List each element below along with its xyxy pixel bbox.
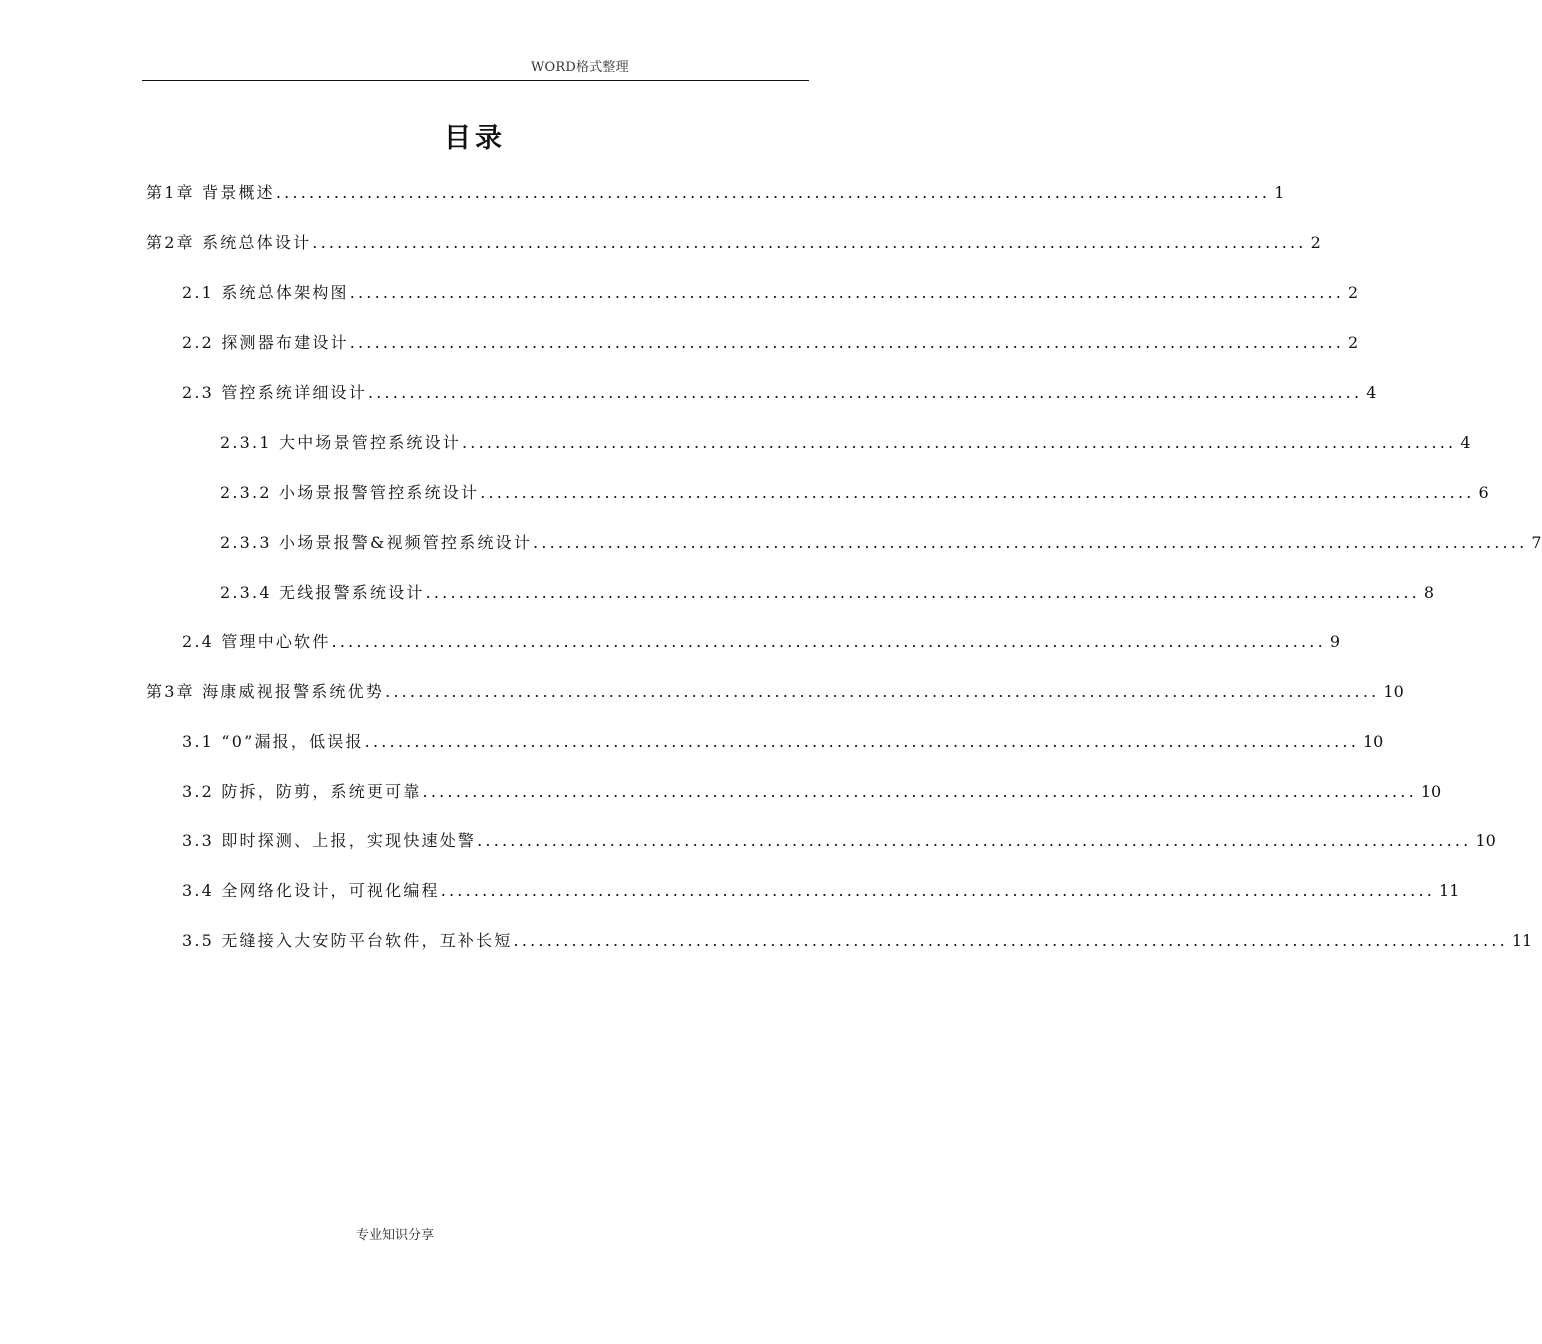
toc-entry-label: 2.3 管控系统详细设计: [182, 383, 367, 402]
toc-dot-leader: ........................................................................................................................: [364, 732, 1359, 751]
toc-entry-label: 2.2 探测器布建设计: [182, 333, 349, 352]
toc-entry-page: 4: [1460, 433, 1471, 452]
toc-entry-2-3-4[interactable]: [220, 581, 1435, 605]
toc-dot-leader: ........................................................................................................................: [349, 333, 1345, 352]
toc-entry-2-3-1[interactable]: [220, 431, 1471, 455]
toc-entry-page: 7: [1531, 533, 1542, 552]
toc-entry-page: 11: [1511, 931, 1533, 950]
toc-entry-page: 9: [1329, 632, 1341, 651]
toc-dot-leader: ........................................................................................................................: [312, 233, 1307, 252]
toc-entry-label: 第2章 系统总体设计: [146, 233, 312, 252]
toc-entry-2-3-3[interactable]: [220, 531, 1542, 555]
toc-entry-label: 第1章 背景概述: [146, 183, 275, 202]
page-footer-text: 专业知识分享: [355, 1228, 434, 1243]
toc-dot-leader: ........................................................................................................................: [275, 183, 1271, 202]
toc-entry-page: 10: [1383, 682, 1404, 701]
toc-entry-3-1[interactable]: [182, 730, 1384, 754]
toc-entry-page: 2: [1348, 283, 1359, 302]
toc-entry-label: 3.1 “0”漏报，低误报: [182, 732, 364, 751]
toc-dot-leader: ........................................................................................................................: [331, 632, 1326, 651]
toc-entry-label: 2.3.3 小场景报警&视频管控系统设计: [220, 533, 533, 552]
toc-entry-2-3[interactable]: [182, 381, 1377, 405]
toc-entry-page: 10: [1420, 782, 1442, 801]
toc-dot-leader: ........................................................................................................................: [533, 533, 1528, 552]
toc-dot-leader: ........................................................................................................................: [462, 433, 1457, 452]
toc-dot-leader: ........................................................................................................................: [385, 682, 1380, 701]
toc-entry-3-5[interactable]: [182, 929, 1533, 953]
toc-title: 目录: [444, 123, 506, 154]
toc-entry-2-4[interactable]: [182, 630, 1341, 654]
toc-dot-leader: ........................................................................................................................: [440, 881, 1436, 900]
toc-entry-page: 2: [1348, 333, 1359, 352]
toc-entry-label: 3.4 全网络化设计，可视化编程: [182, 881, 440, 900]
toc-entry-page: 4: [1366, 383, 1377, 402]
toc-entry-3-3[interactable]: [182, 829, 1496, 853]
toc-entry-label: 3.3 即时探测、上报，实现快速处警: [182, 831, 477, 850]
toc-entry-label: 3.5 无缝接入大安防平台软件，互补长短: [182, 931, 513, 950]
toc-entry-3-2[interactable]: [182, 780, 1442, 804]
toc-entry-ch2[interactable]: [146, 231, 1321, 255]
toc-entry-page: 8: [1423, 583, 1435, 602]
toc-entry-label: 2.4 管理中心软件: [182, 632, 331, 651]
toc-entry-page: 10: [1362, 732, 1384, 751]
toc-entry-label: 2.3.2 小场景报警管控系统设计: [220, 483, 480, 502]
toc-dot-leader: ........................................................................................................................: [513, 931, 1508, 950]
toc-dot-leader: ........................................................................................................................: [367, 383, 1363, 402]
toc-entry-label: 2.3.4 无线报警系统设计: [220, 583, 425, 602]
toc-entry-page: 2: [1310, 233, 1321, 252]
toc-dot-leader: ........................................................................................................................: [477, 831, 1472, 850]
toc-entry-2-2[interactable]: [182, 331, 1359, 355]
page-header-text: WORD格式整理: [531, 60, 629, 75]
toc-dot-leader: ........................................................................................................................: [480, 483, 1475, 502]
toc-entry-page: 6: [1478, 483, 1489, 502]
toc-entry-label: 3.2 防拆，防剪，系统更可靠: [182, 782, 422, 801]
header-divider: [142, 80, 809, 81]
toc-entry-3-4[interactable]: [182, 879, 1460, 903]
toc-entry-page: 10: [1475, 831, 1496, 850]
toc-entry-ch3[interactable]: [146, 680, 1404, 704]
toc-entry-ch1[interactable]: [146, 181, 1285, 205]
toc-entry-page: 1: [1274, 183, 1285, 202]
toc-entry-label: 2.3.1 大中场景管控系统设计: [220, 433, 461, 452]
toc-entry-page: 11: [1439, 881, 1460, 900]
toc-dot-leader: ........................................................................................................................: [425, 583, 1420, 602]
toc-dot-leader: ........................................................................................................................: [422, 782, 1417, 801]
toc-entry-label: 第3章 海康威视报警系统优势: [146, 682, 385, 701]
toc-entry-label: 2.1 系统总体架构图: [182, 283, 349, 302]
toc-entry-2-1[interactable]: [182, 281, 1359, 305]
toc-dot-leader: ........................................................................................................................: [349, 283, 1345, 302]
toc-entry-2-3-2[interactable]: [220, 481, 1489, 505]
